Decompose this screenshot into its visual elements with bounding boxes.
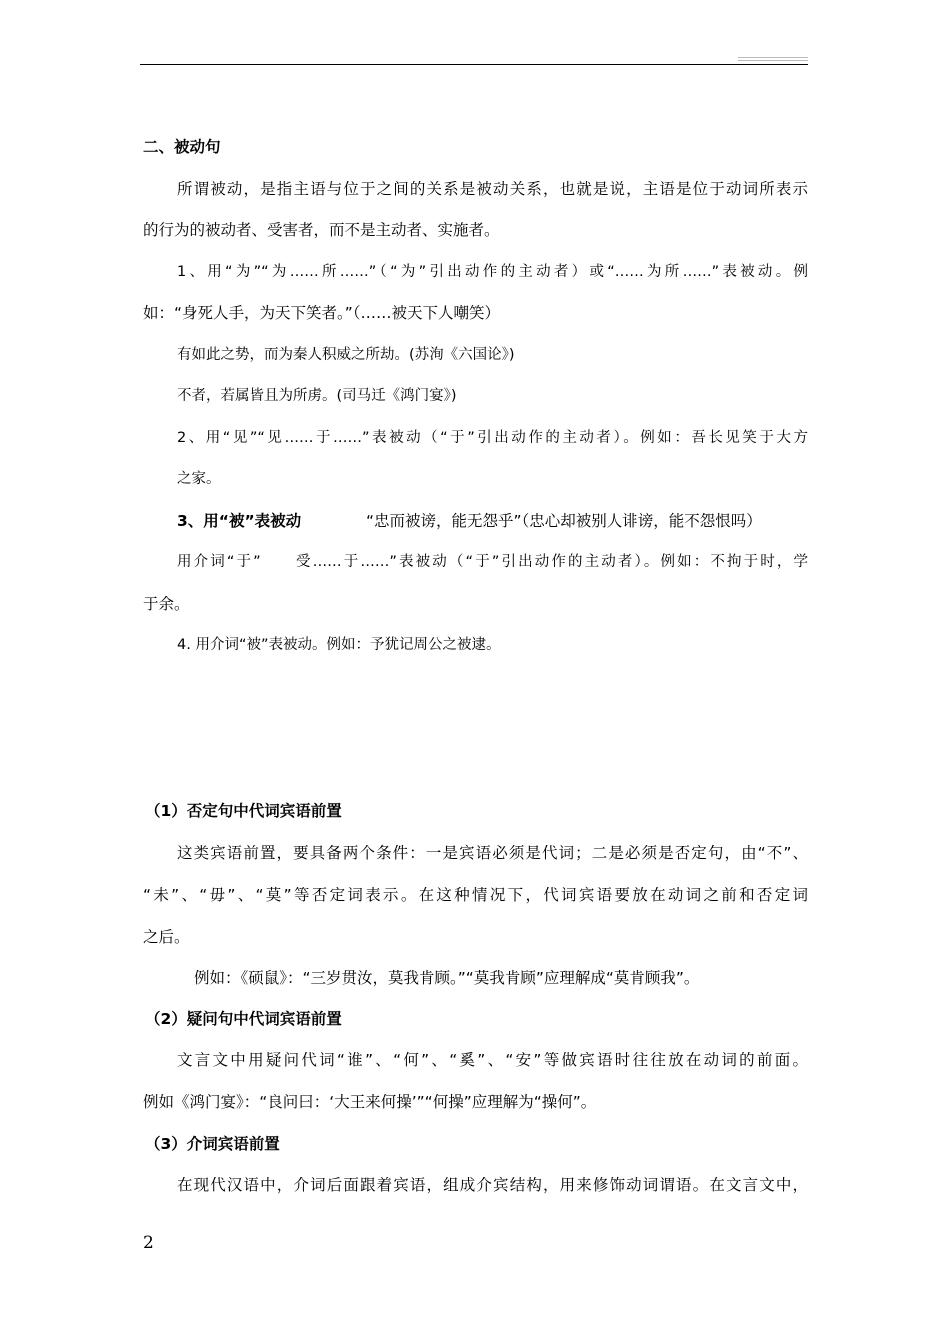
list-item-3b-continued: 于余。 [143,595,190,613]
list-item-3-heading: 3、用“被”表被动 [177,512,302,530]
section-heading-passive: 二、被动句 [143,138,221,156]
subsection-heading-1: （1）否定句中代词宾语前置 [145,802,342,820]
page-number: 2 [143,1233,154,1253]
paragraph-line: 例如《鸿门宴》：“良问曰：‘大王来何操’”“何操”应理解为“操何”。 [143,1093,597,1111]
list-item-1: 1、用“为”“为……所……”（“为”引出动作的主动者）或“……为所……”表被动。例 [177,264,808,280]
list-item-1-continued: 如：“身死人手，为天下笑者。”（……被天下人嘲笑） [143,304,501,322]
subsection-heading-2: （2）疑问句中代词宾语前置 [145,1010,342,1028]
header-decoration-line [738,60,808,61]
header-decoration-line [738,57,808,58]
example-line: 例如：《硕鼠》：“三岁贯汝，莫我肯顾。”“莫我肯顾”应理解成“莫肯顾我”。 [194,969,700,987]
list-item-2: 2、用“见”“见……于……”表被动（“于”引出动作的主动者）。例如：吾长见笑于大方 [177,430,808,446]
list-item-4: 4. 用介词“被”表被动。例如：予犹记周公之被逮。 [177,637,501,653]
paragraph-line: 所谓被动，是指主语与位于之间的关系是被动关系，也就是说，主语是位于动词所表示 [177,180,808,198]
example-line: 不者，若属皆且为所虏。(司马迁《鸿门宴》) [177,388,457,404]
paragraph-line: “未”、“毋”、“莫”等否定词表示。在这种情况下，代词宾语要放在动词之前和否定词 [143,886,808,904]
paragraph-line: 这类宾语前置，要具备两个条件：一是宾语必须是代词；二是必须是否定句，由“不”、 [177,844,808,862]
example-line: 有如此之势，而为秦人积威之所劫。(苏洵《六国论》) [177,347,515,363]
header-rule [140,64,808,65]
paragraph-line: 在现代汉语中，介词后面跟着宾语，组成介宾结构，用来修饰动词谓语。在文言文中， [177,1176,808,1194]
paragraph-line: 的行为的被动者、受害者，而不是主动者、实施者。 [143,221,500,239]
subsection-heading-3: （3）介词宾语前置 [145,1135,280,1153]
list-item-2-continued: 之家。 [177,471,221,487]
paragraph-line: 之后。 [143,928,190,946]
list-item-3-example: “忠而被谤，能无怨乎”（忠心却被别人诽谤，能不怨恨吗） [366,512,762,530]
paragraph-line: 文言文中用疑问代词“谁”、“何”、“奚”、“安”等做宾语时往往放在动词的前面。 [177,1051,808,1069]
list-item-3b: 用介词“于” 受……于……”表被动（“于”引出动作的主动者）。例如：不拘于时，学 [177,554,808,570]
